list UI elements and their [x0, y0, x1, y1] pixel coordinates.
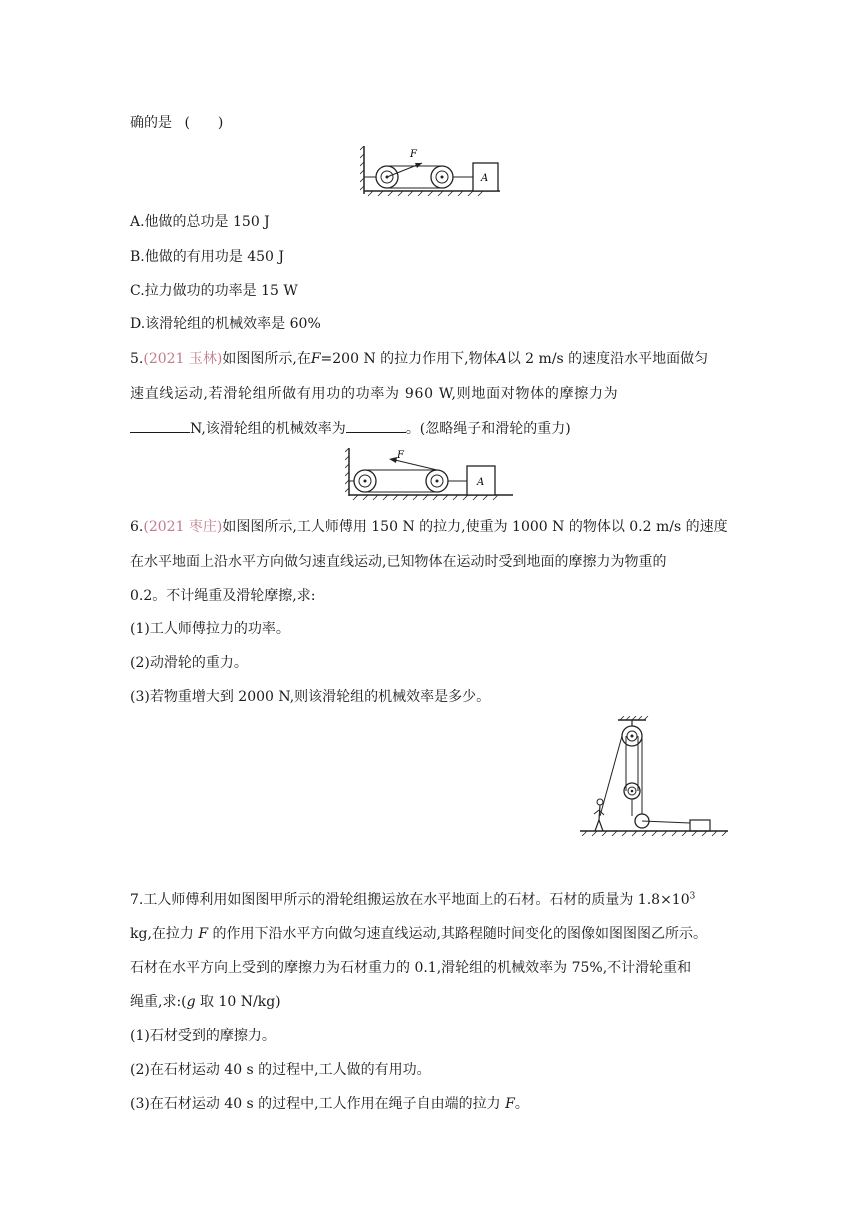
q4-stem-line: [130, 113, 740, 133]
q7-exponent: 3: [689, 891, 696, 902]
q7-text: 。: [514, 1096, 529, 1112]
q5-pulley-figure: [345, 448, 515, 504]
q5-source: (2021 玉林): [143, 351, 223, 367]
q5-efficiency-blank: [346, 418, 406, 433]
q7-line-3: 石材在水平方向上受到的摩擦力为石材重力的 0.1,滑轮组的机械效率为 75%,不计滑轮重和: [130, 960, 692, 976]
q7-line-1: [130, 890, 740, 910]
q6-item-2: (2)动滑轮的重力。: [130, 655, 248, 671]
q7-text: 的作用下沿水平方向做匀速直线运动,其路程随时间变化的图像如图图图乙所示。: [212, 926, 707, 942]
q5-force-symbol: F: [310, 351, 321, 367]
q6-item-3: (3)若物重增大到 2000 N,则该滑轮组的机械效率是多少。: [130, 689, 491, 705]
q5-line-3: [130, 418, 740, 439]
q6-number: 6.: [130, 519, 144, 535]
q6-line-1: [130, 517, 740, 537]
q6-item-1: (1)工人师傅拉力的功率。: [130, 621, 290, 637]
q7-force-symbol: F: [505, 1096, 515, 1112]
q4-answer-paren: ( ): [184, 115, 224, 131]
q4-pulley-figure: [360, 146, 500, 200]
q5-text: 如图图所示,在: [222, 351, 311, 367]
q6-line-2: 在水平地面上沿水平方向做匀速直线运动,已知物体在运动时受到地面的摩擦力为物重的: [130, 554, 667, 570]
q5-figure-force-label: F: [397, 450, 404, 461]
q7-text: 绳重,求:(: [130, 994, 187, 1010]
q7-text: 7.工人师傅利用如图图甲所示的滑轮组搬运放在水平地面上的石材。石材的质量为 1.8×10: [130, 892, 690, 908]
q7-text: 取 10 N/kg): [195, 994, 281, 1010]
q7-item-3: [130, 1094, 740, 1114]
q5-line-1: [130, 349, 740, 369]
q7-force-symbol: F: [198, 926, 209, 942]
q5-figure-block-label: A: [477, 477, 485, 488]
q5-text: =200 N 的拉力作用下,物体: [320, 351, 497, 367]
q7-text: (3)在石材运动 40 s 的过程中,工人作用在绳子自由端的拉力: [130, 1096, 501, 1112]
q6-source: (2021 枣庄): [143, 519, 223, 535]
q6-line-3: 0.2。不计绳重及滑轮摩擦,求:: [130, 588, 316, 604]
q4-figure-block-label: A: [481, 173, 489, 184]
q6-text: 如图图所示,工人师傅用 150 N 的拉力,使重为 1000 N 的物体以 0.2 m/s 的速度: [222, 519, 728, 535]
q6-pulley-figure: [578, 716, 730, 840]
q7-item-1: (1)石材受到的摩擦力。: [130, 1028, 276, 1044]
q7-g-symbol: g: [186, 994, 196, 1010]
q7-line-4: [130, 992, 740, 1012]
q5-friction-blank: [130, 418, 190, 433]
q4-option-d: D.该滑轮组的机械效率是 60%: [130, 316, 321, 332]
q5-object-symbol: A: [496, 351, 507, 367]
q4-stem: 确的是: [130, 115, 172, 131]
q5-text: 以 2 m/s 的速度沿水平地面做匀: [506, 351, 709, 367]
q7-item-2: (2)在石材运动 40 s 的过程中,工人做的有用功。: [130, 1062, 431, 1078]
q7-line-2: [130, 924, 740, 944]
q5-line-2: 速直线运动,若滑轮组所做有用功的功率为 960 W,则地面对物体的摩擦力为: [130, 386, 619, 402]
q4-option-c: C.拉力做功的功率是 15 W: [130, 283, 298, 299]
q4-figure-force-label: F: [410, 149, 417, 160]
q5-text: N,该滑轮组的机械效率为: [190, 421, 346, 437]
q4-option-a: A.他做的总功是 150 J: [130, 214, 270, 230]
q5-text: 。(忽略绳子和滑轮的重力): [405, 421, 571, 437]
q5-number: 5.: [130, 351, 144, 367]
q4-option-b: B.他做的有用功是 450 J: [130, 249, 284, 265]
q7-text: kg,在拉力: [130, 926, 194, 942]
